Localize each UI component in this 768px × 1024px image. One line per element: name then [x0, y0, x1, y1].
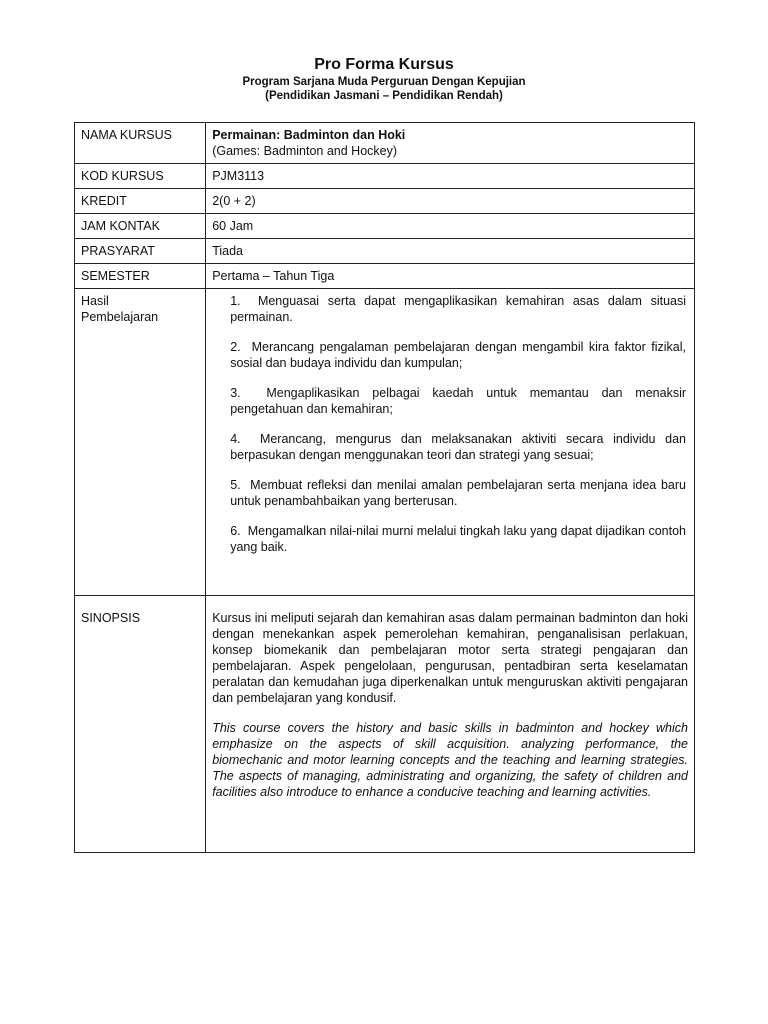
list-item-text: Merancang pengalaman pembelajaran dengan mengambil kira faktor fizikal, sosial dan budaya individu dan kumpulan;	[230, 340, 686, 370]
course-name-malay: Permainan: Badminton dan Hoki	[212, 128, 406, 142]
learning-outcomes-list	[212, 293, 688, 555]
document-header	[0, 55, 768, 103]
row-label: SINOPSIS	[75, 596, 206, 853]
list-item-number: 2.	[230, 340, 241, 354]
course-credit: 2(0 + 2)	[206, 189, 695, 214]
list-item	[230, 477, 686, 509]
row-label	[75, 289, 206, 596]
table-row-kod-kursus	[75, 164, 695, 189]
row-label: NAMA KURSUS	[75, 123, 206, 164]
row-label: JAM KONTAK	[75, 214, 206, 239]
table-row-prasyarat	[75, 239, 695, 264]
synopsis-english: This course covers the history and basic skills in badminton and hockey which emphasize on the aspects of skill acquisition. analyzing performance, the biomechanic and motor learning concepts and the teaching and learning strategies. The aspects of managing, administrating and organizing, the safety of children and facilities also introduce to enhance a conducive teaching and learning activities.	[212, 721, 688, 799]
list-item	[230, 523, 686, 555]
course-proforma-table	[74, 122, 695, 853]
prerequisite: Tiada	[206, 239, 695, 264]
list-item-text: Mengaplikasikan pelbagai kaedah untuk memantau dan menaksir pengetahuan dan kemahiran;	[230, 386, 687, 416]
list-item-number: 4.	[230, 432, 241, 446]
table-row-sinopsis	[75, 596, 695, 853]
list-item-number: 3.	[230, 386, 241, 400]
learning-outcomes-cell	[206, 289, 695, 596]
list-item-number: 5.	[230, 478, 241, 492]
list-item	[230, 339, 686, 371]
programme-name: Program Sarjana Muda Perguruan Dengan Kepujian	[242, 76, 526, 88]
row-label: KREDIT	[75, 189, 206, 214]
row-label: SEMESTER	[75, 264, 206, 289]
course-code: PJM3113	[206, 164, 695, 189]
programme-specialisation: (Pendidikan Jasmani – Pendidikan Rendah)	[265, 90, 503, 102]
synopsis-malay: Kursus ini meliputi sejarah dan kemahiran asas dalam permainan badminton dan hoki dengan menekankan aspek pemerolehan kemahiran, penganalisisan perlakuan, konsep biomekanik dan pembelajaran motor serta strategi pengajaran dan pembelajaran. Aspek pengelolaan, pengurusan, pentadbiran serta keselamatan peralatan dan kemudahan juga diperkenalkan untuk menguruskan aktiviti pengajaran dan pembelajaran yang kondusif.	[212, 611, 688, 705]
table-row-jam-kontak	[75, 214, 695, 239]
list-item-number: 1.	[230, 294, 241, 308]
semester-value: Pertama – Tahun Tiga	[206, 264, 695, 289]
table-row-hasil-pembelajaran	[75, 289, 695, 596]
table-row-kredit	[75, 189, 695, 214]
list-item	[230, 431, 686, 463]
list-item-number: 6.	[230, 524, 241, 538]
list-item-text: Membuat refleksi dan menilai amalan pembelajaran serta menjana idea baru untuk penambahbaikan yang berterusan.	[230, 478, 686, 508]
row-label: PRASYARAT	[75, 239, 206, 264]
learning-outcomes-label-line-1: Hasil	[81, 294, 109, 308]
list-item-text: Mengamalkan nilai-nilai murni melalui tingkah laku yang dapat dijadikan contoh yang baik.	[230, 524, 686, 554]
learning-outcomes-label-line-2: Pembelajaran	[81, 310, 159, 324]
synopsis-cell	[206, 596, 695, 853]
course-name-english: (Games: Badminton and Hockey)	[212, 144, 398, 158]
list-item-text: Merancang, mengurus dan melaksanakan aktiviti secara individu dan berpasukan dengan menggunakan teori dan strategi yang sesuai;	[230, 432, 686, 462]
list-item	[230, 385, 686, 417]
table-row-nama-kursus	[75, 123, 695, 164]
list-item-text: Menguasai serta dapat mengaplikasikan kemahiran asas dalam situasi permainan.	[230, 294, 686, 324]
course-name-cell	[206, 123, 695, 164]
contact-hours: 60 Jam	[206, 214, 695, 239]
list-item	[230, 293, 686, 325]
document-title: Pro Forma Kursus	[314, 56, 454, 73]
table-row-semester	[75, 264, 695, 289]
row-label: KOD KURSUS	[75, 164, 206, 189]
